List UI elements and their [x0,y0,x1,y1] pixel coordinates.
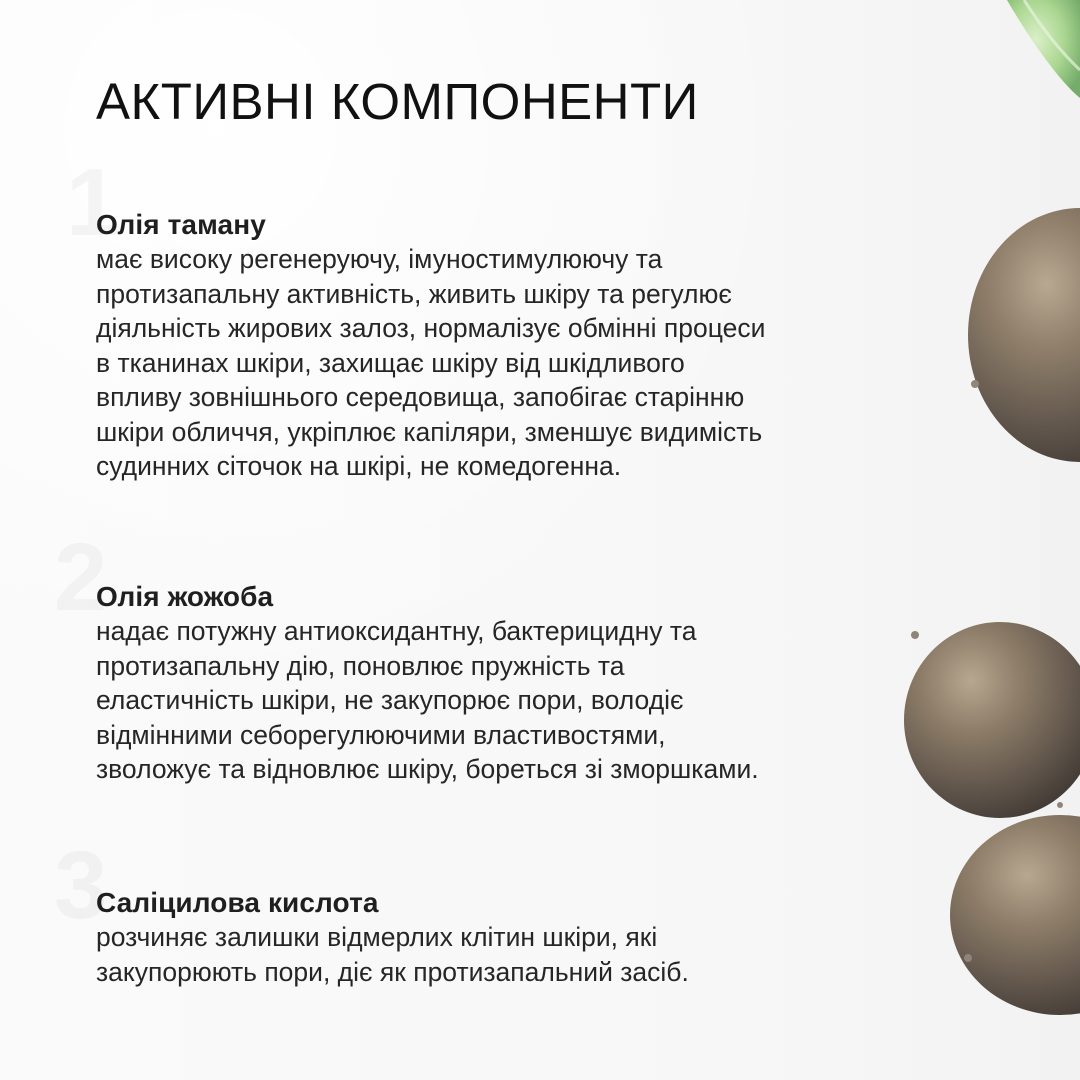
ingredient-item [96,580,926,787]
fruit-top [968,208,1080,462]
description-line: розчиняє залишки відмерлих клітин шкіри, які [96,922,658,952]
description-line: протизапальну активність, живить шкіру та регулює [96,278,732,309]
ingredient-title: Олія таману [96,209,266,240]
description-line: закупорюють пори, діє як протизапальний засіб. [96,956,689,987]
description-line: відмінними себорегулюючими властивостями, [96,719,666,750]
ingredient-title: Олія жожоба [96,581,274,612]
item-number: 1 [66,149,120,256]
fruit-middle [904,622,1080,818]
page-title: АКТИВНІ КОМПОНЕНТИ [96,73,699,130]
ingredient-item [96,886,926,989]
description-line: шкіри обличчя, укріплює капіляри, зменшує видимість [96,416,763,447]
description-line: зволожує та відновлює шкіру, бореться зі зморшками. [96,754,759,784]
ingredient-description [96,242,926,484]
leaf-top-right [1007,0,1080,98]
description-line: судинних сіточок на шкірі, не комедогенна. [96,451,622,481]
description-line: діяльність жирових залоз, нормалізує обмінні процеси [96,313,766,343]
item-number: 3 [54,832,108,939]
description-line: протизапальну дію, поновлює пружність та [96,650,625,681]
ingredient-title: Саліцилова кислота [96,887,379,918]
ingredient-description [96,614,926,787]
description-line: в тканинах шкіри, захищає шкіру від шкідливого [96,347,685,378]
description-line: еластичність шкіри, не закупорює пори, володіє [96,685,684,715]
description-line: надає потужну антиоксидантну, бактерицидну та [96,616,697,646]
ingredient-item [96,208,926,484]
description-line: впливу зовнішнього середовища, запобігає старінню [96,382,745,412]
fruit-bottom [950,815,1080,1015]
ingredient-description [96,920,926,989]
description-line: має високу регенеруючу, імуностимулюючу та [96,244,663,274]
item-number: 2 [54,524,108,631]
